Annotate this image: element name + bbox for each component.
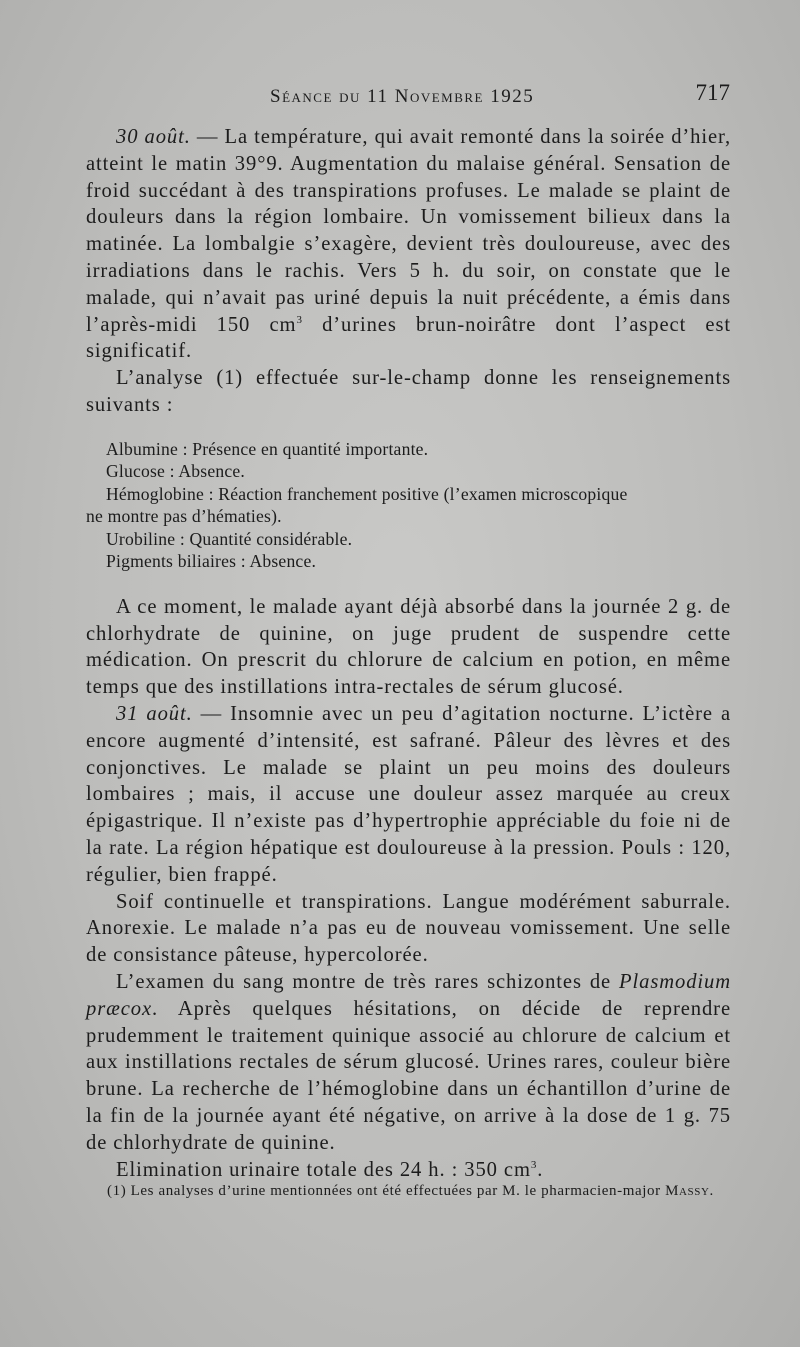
body-text — [86, 124, 731, 1183]
footnote-end: . — [709, 1183, 714, 1199]
urine-analysis-results — [86, 438, 731, 573]
paragraph-text: . — [537, 1158, 544, 1181]
result-line: Glucose : Absence. — [106, 461, 245, 482]
date-30-aout: 30 août. — [116, 126, 191, 148]
result-line: Pigments biliaires : Absence. — [106, 551, 317, 572]
page-header — [90, 80, 730, 116]
result-line: Hémoglobine : Réaction franchement positive (l’examen microscopique — [106, 483, 628, 504]
superscript: 3 — [296, 313, 303, 326]
superscript: 3 — [530, 1158, 538, 1171]
paragraph-examen-sang — [86, 969, 731, 1157]
footnote-name: Massy — [665, 1183, 710, 1199]
paragraph-31-aout — [86, 701, 731, 889]
date-31-aout: 31 août. — [116, 702, 193, 725]
species-name: Plasmodium præcox — [86, 970, 731, 1020]
paragraph-text: — Insomnie avec un peu d’agitation nocturne. L’ictère a encore augmenté d’intensité, est safrané. Pâleur des lèvres et des conjonctives. Le malade se plaint un peu moins des douleurs lombaires ; mais, il accuse une douleur assez marquée au creux épigastrique. Il n’existe pas d’hypertrophie appréciable du foie ni de la rate. La région hépatique est douloureuse à la pression. Pouls : 120, régulier, bien frappé. — [86, 702, 732, 886]
paragraph-a-ce-moment: A ce moment, le malade ayant déjà absorbé dans la journée 2 g. de chlorhydrate de quinine, on juge prudent de suspendre cette médication. On prescrit du chlorure de calcium en potion, en même temps que des instillations intra-rectales de sérum glucosé. — [86, 595, 731, 699]
paragraph-text: d’urines brun-noirâtre dont l’aspect est significatif. — [86, 313, 731, 363]
result-line: Urobiline : Quantité considérable. — [106, 528, 353, 549]
page-number: 717 — [695, 80, 730, 105]
result-line: Albumine : Présence en quantité importante. — [106, 438, 429, 459]
paragraph-text: — La température, qui avait remonté dans la soirée d’hier, atteint le matin 39°9. Augmentation du malaise général. Sensation de froid succédant à des transpirations profuses. Le malade se plaint de douleurs dans la région lombaire. Un vomissement bilieux dans la matinée. La lombalgie s’exagère, devient très douloureuse, avec des irradiations dans le rachis. Vers 5 h. du soir, on constate que le malade, qui n’avait pas uriné depuis la nuit précédente, a émis dans l’après-midi 150 cm — [86, 126, 731, 336]
result-line: ne montre pas d’hématies). — [86, 506, 282, 527]
paragraph-soif: Soif continuelle et transpirations. Langue modérément saburrale. Anorexie. Le malade n’a pas eu de nouveau vomissement. Une selle de consistance pâteuse, hypercolorée. — [86, 890, 731, 967]
paragraph-text: . Après quelques hésitations, on décide de reprendre prudemment le traitement quinique associé au chlorure de calcium et aux instillations rectales de sérum glucosé. Urines rares, couleur bière brune. La recherche de l’hémoglobine dans un échantillon d’urine de la fin de la journée ayant été négative, on arrive à la dose de 1 g. 75 de chlorhydrate de quinine. — [86, 997, 731, 1154]
paragraph-analyse: L’analyse (1) effectuée sur-le-champ donne les renseignements suivants : — [86, 367, 731, 416]
footnote-text: (1) Les analyses d’urine mentionnées ont été effectuées par M. le pharmacien-major — [107, 1183, 666, 1199]
paragraph-text: L’examen du sang montre de très rares schizontes de — [116, 970, 620, 993]
footnote — [107, 1180, 732, 1202]
running-title: Séance du 11 Novembre 1925 — [270, 86, 535, 107]
paragraph-30-aout — [86, 124, 731, 365]
paragraph-text: Elimination urinaire totale des 24 h. : 350 cm — [116, 1158, 531, 1181]
